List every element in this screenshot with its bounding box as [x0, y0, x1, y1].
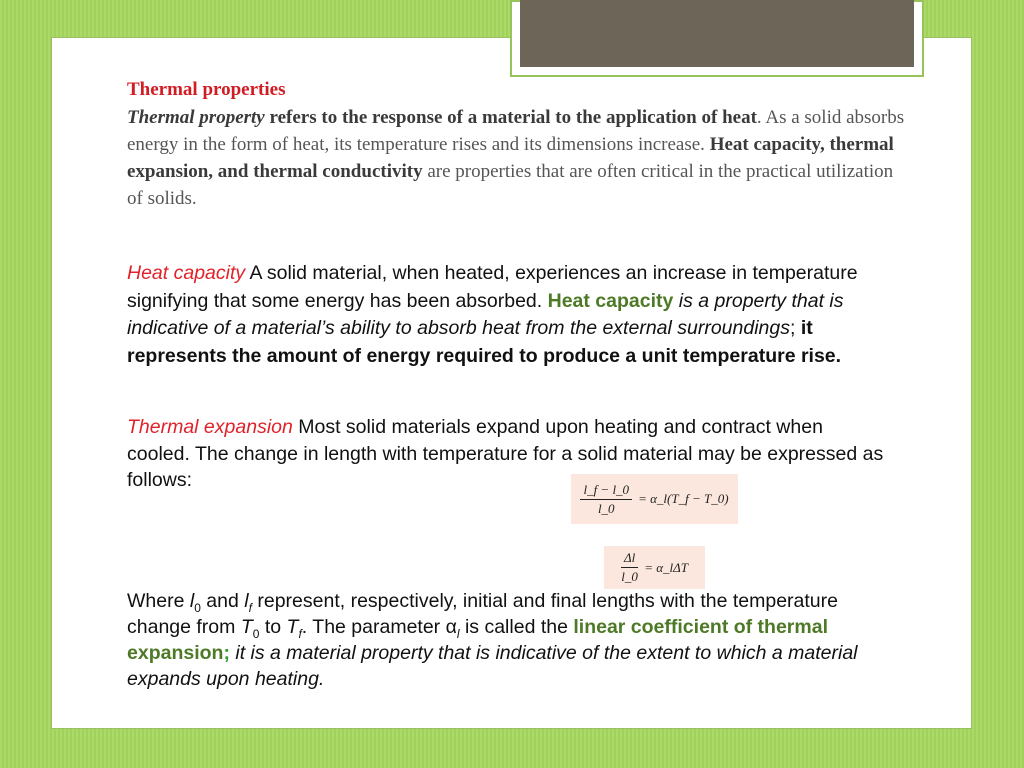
heat-capacity-semicolon: ;: [790, 317, 796, 339]
thermal-expansion-text: Most solid materials expand upon heating and contract when cooled. The change in length with temperature for a solid material may be expressed as follows:: [127, 416, 884, 491]
intro-rest: are properties that are often critical in the practical utilization of solids.: [127, 161, 894, 209]
sub-tf: f: [298, 626, 302, 641]
sub-l: l: [456, 626, 460, 641]
slide-title: Thermal properties: [127, 79, 286, 100]
where-text-2: represent, respectively, initial and final lengths with the temperature change from: [127, 590, 838, 638]
equation-1: [571, 474, 738, 524]
equation-1-fraction: [580, 483, 632, 516]
equation-2-numerator: Δl: [621, 551, 638, 568]
heat-capacity-heading: Heat capacity: [127, 262, 246, 284]
equation-2-rhs: = α_lΔT: [644, 559, 689, 575]
linear-coefficient-term: linear coefficient of thermal expansion: [127, 616, 829, 664]
var-l: l: [189, 590, 195, 612]
intro-bold: refers to the response of a material to the application of heat: [264, 107, 757, 128]
equation-2-fraction: [621, 551, 638, 584]
where-text-4: is called the: [459, 616, 574, 638]
equation-1-rhs: = α_l(T_f − T_0): [638, 491, 729, 506]
intro-term: Thermal property: [127, 107, 265, 128]
thermal-expansion-paragraph: [127, 414, 887, 494]
heat-capacity-definition: is a property that is indicative of a material’s ability to absorb heat from the external surroundings: [127, 289, 844, 339]
intro-period: .: [756, 107, 762, 128]
var-l-f: l: [244, 590, 249, 612]
equation-1-denominator: l_0: [597, 500, 615, 516]
equation-2: [604, 546, 705, 589]
var-tf: T: [286, 616, 299, 638]
heat-capacity-paragraph: [127, 260, 897, 370]
var-t0: T: [240, 616, 253, 638]
where-text-3: . The parameter α: [301, 616, 457, 638]
where-and: and: [200, 590, 245, 612]
thermal-expansion-heading: Thermal expansion: [127, 416, 293, 438]
sub-t0: 0: [252, 626, 260, 641]
sub-f: f: [248, 600, 252, 615]
sub-0: 0: [194, 600, 201, 615]
decorative-bar: [520, 0, 914, 67]
where-semicolon: ;: [223, 642, 230, 664]
heat-capacity-text: A solid material, when heated, experiences an increase in temperature signifying that some energy has been absorbed.: [127, 262, 858, 312]
heat-capacity-term: Heat capacity: [547, 289, 674, 312]
intro-sentence: As a solid absorbs energy in the form of heat, its temperature rises and its dimensions increase.: [127, 107, 905, 155]
intro-paragraph: [127, 104, 907, 212]
where-paragraph: [127, 588, 887, 692]
equation-2-denominator: l_0: [621, 569, 638, 584]
where-italic: it is a material property that is indicative of the extent to which a material expands upon heating.: [127, 642, 858, 690]
intro-bold-properties: Heat capacity, thermal expansion, and thermal conductivity: [127, 134, 894, 182]
heat-capacity-bold: it represents the amount of energy required to produce a unit temperature rise.: [127, 317, 842, 367]
where-text-1: Where: [127, 590, 190, 612]
where-to: to: [259, 616, 287, 638]
equation-1-numerator: l_f − l_0: [580, 483, 632, 500]
